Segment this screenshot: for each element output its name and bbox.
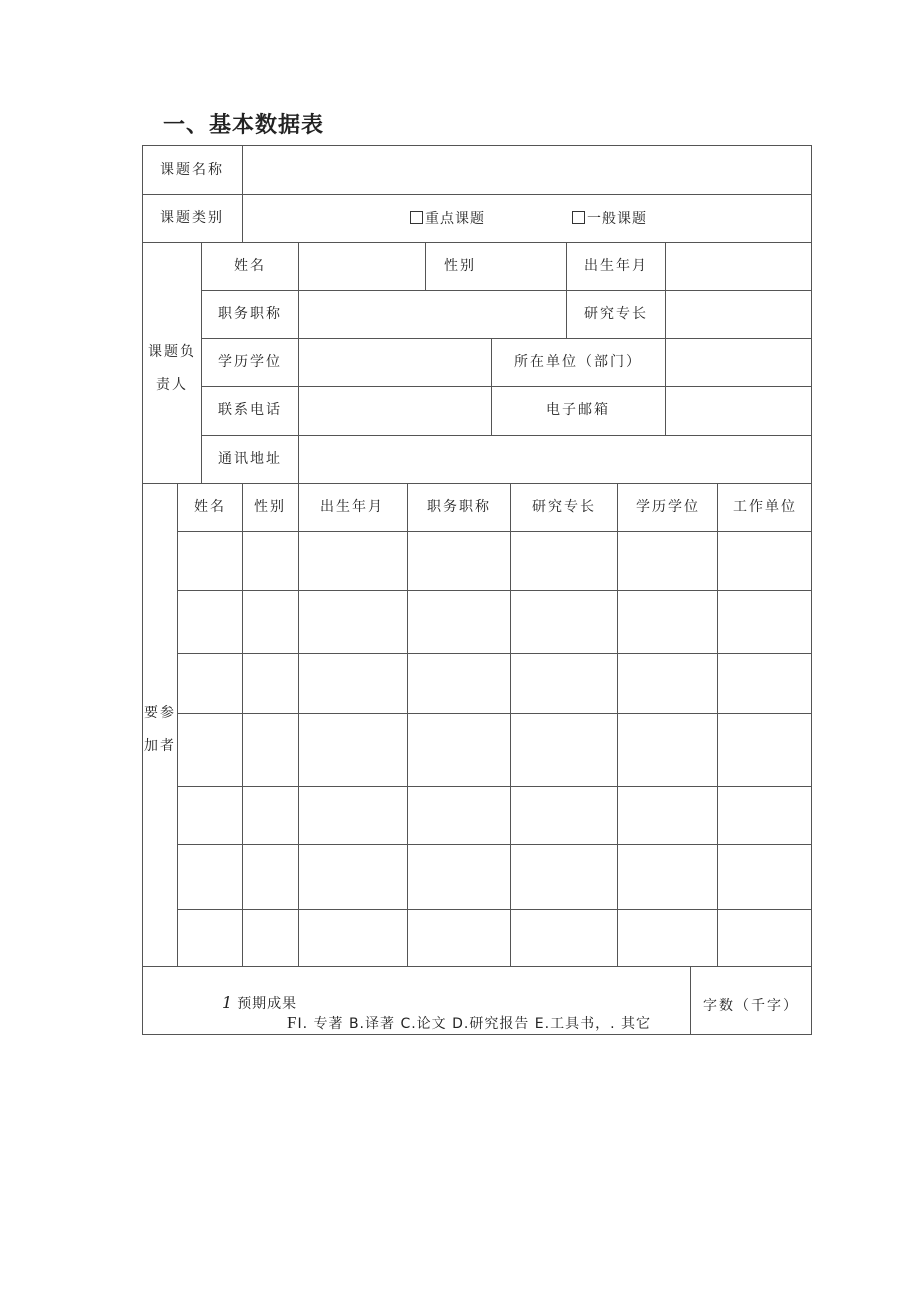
leader-education-label: 学历学位 <box>218 354 282 370</box>
col-divider <box>690 966 691 1035</box>
leader-name-input[interactable] <box>299 243 425 290</box>
table-row[interactable] <box>178 654 811 713</box>
members-header-birth: 出生年月 <box>320 499 384 515</box>
members-header-gender: 性别 <box>254 499 286 515</box>
option-general-topic[interactable] <box>572 208 647 228</box>
option-key-topic-label: 重点课题 <box>425 211 485 227</box>
leader-specialty-label: 研究专长 <box>584 306 648 322</box>
leader-gender-label: 性别 <box>444 258 476 274</box>
leader-label-line2: 责人 <box>156 377 188 393</box>
members-header-specialty: 研究专长 <box>532 499 596 515</box>
col-divider <box>491 338 492 435</box>
col-divider <box>566 242 567 338</box>
topic-type-label: 课题类别 <box>160 210 224 226</box>
table-row[interactable] <box>178 910 811 966</box>
leader-title-input[interactable] <box>299 291 565 338</box>
topic-name-input[interactable] <box>243 146 811 194</box>
leader-address-label: 通讯地址 <box>218 451 282 467</box>
col-divider <box>425 242 426 290</box>
outcome-prefix: F <box>287 1013 298 1032</box>
option-key-topic[interactable] <box>410 208 485 228</box>
members-header-name: 姓名 <box>194 499 226 515</box>
leader-email-input[interactable] <box>666 387 811 435</box>
members-header-workplace: 工作单位 <box>733 499 797 515</box>
page-title: 一、基本数据表 <box>163 113 325 138</box>
leader-education-input[interactable] <box>299 339 491 386</box>
members-header-education: 学历学位 <box>636 499 700 515</box>
border-left <box>142 145 143 1035</box>
leader-phone-label: 联系电话 <box>218 402 282 418</box>
outcome-number: 1 <box>222 993 234 1012</box>
members-header-title: 职务职称 <box>427 499 491 515</box>
table-row[interactable] <box>178 532 811 590</box>
outcome-options-text: I. 专著 B.译著 C.论文 D.研究报告 E.工具书，. 其它 <box>297 1016 652 1032</box>
outcome-options[interactable] <box>287 1013 651 1033</box>
leader-label-line1: 课题负 <box>148 344 196 360</box>
leader-birth-input[interactable] <box>666 243 811 290</box>
outcome-label: 预期成果 <box>237 996 298 1012</box>
checkbox-icon[interactable] <box>410 211 423 224</box>
members-label-line1: 要参 <box>144 705 176 721</box>
table-row[interactable] <box>178 714 811 786</box>
outcome-heading <box>222 993 297 1013</box>
col-divider <box>201 242 202 483</box>
topic-name-label: 课题名称 <box>160 162 224 178</box>
row-divider <box>142 966 812 967</box>
checkbox-icon[interactable] <box>572 211 585 224</box>
leader-title-label: 职务职称 <box>218 306 282 322</box>
basic-data-form <box>142 145 812 1035</box>
leader-specialty-input[interactable] <box>666 291 811 338</box>
option-general-topic-label: 一般课题 <box>587 211 647 227</box>
leader-phone-input[interactable] <box>299 387 491 435</box>
word-count-label: 字数（千字） <box>703 998 799 1014</box>
leader-unit-label: 所在单位（部门） <box>514 354 642 370</box>
members-label-line2: 加者 <box>144 738 176 754</box>
leader-birth-label: 出生年月 <box>584 258 648 274</box>
leader-name-label: 姓名 <box>234 258 266 274</box>
leader-address-input[interactable] <box>299 436 811 483</box>
table-row[interactable] <box>178 591 811 653</box>
leader-unit-input[interactable] <box>666 339 811 386</box>
leader-email-label: 电子邮箱 <box>546 402 610 418</box>
border-bottom <box>142 1034 812 1035</box>
table-row[interactable] <box>178 845 811 909</box>
table-row[interactable] <box>178 787 811 844</box>
